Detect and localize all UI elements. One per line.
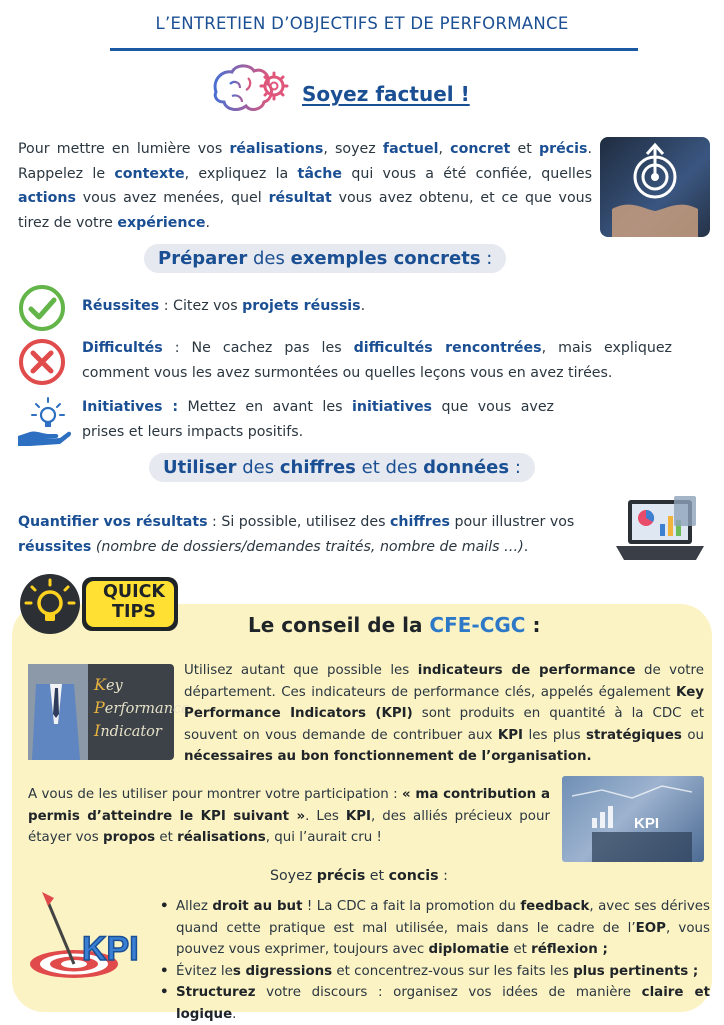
header-divider <box>110 48 638 51</box>
precise-heading: Soyez précis et concis : <box>270 868 448 884</box>
examples-heading: Préparer des exemples concrets : <box>144 244 506 273</box>
target-hands-photo <box>600 137 710 237</box>
kpi-target-label: KPI <box>82 930 139 968</box>
list-item: • Allez droit au but ! La CDC a fait la promotion du feedback, avec ses dérives quand cette pratique est mal utilisée, mais dans le cadre de l’EOP, vous pouvez vous exprimer, toujours avec diplomatie et réflexion ; <box>160 896 710 961</box>
success-item: Réussites : Citez vos projets réussis. <box>82 298 366 314</box>
initiatives-item: Initiatives : Mettez en avant les initiatives que vous avez prises et leurs impacts positifs. <box>82 399 554 440</box>
check-circle-icon <box>18 284 66 332</box>
advice-paragraph-1: Utilisez autant que possible les indicateurs de performance de votre département. Ces indicateurs de performance clés, appelés également Key Performance Indicators (KPI) sont produits en quantité à la CDC et souvent on vous demande de contribuer aux KPI les plus stratégiques ou nécessaires au bon fonctionnement de l’organisation. <box>184 663 705 764</box>
kpi-chart-icon <box>562 776 704 862</box>
intro-paragraph: Pour mettre en lumière vos réalisations, soyez factuel, concret et précis. Rappelez le contexte, expliquez la tâche qui vous a été confiée, quelles actions vous avez menées, quel résultat vous avez obtenu, et ce que vous tirez de votre expérience. <box>18 141 593 231</box>
list-item: • Évitez les digressions et concentrez-vous sur les faits les plus pertinents ; <box>160 961 710 983</box>
advice-paragraph-2: A vous de les utiliser pour montrer votre participation : « ma contribution a permis d’atteindre le KPI suivant ». Les KPI, des alliés précieux pour étayer vos propos et réalisations, qui l’aurait cru ! <box>28 787 550 845</box>
advice-title: Le conseil de la CFE-CGC : <box>248 613 541 637</box>
businessman-icon <box>28 664 88 760</box>
quick-tips-label: QUICK TIPS <box>102 582 165 622</box>
quantify-paragraph: Quantifier vos résultats : Si possible, utilisez des chiffres pour illustrer vos réussites (nombre de dossiers/demandes traités, nombre de mails …). <box>18 514 575 555</box>
laptop-chart-icon <box>610 496 710 564</box>
page-header: L’ENTRETIEN D’OBJECTIFS ET DE PERFORMANCE <box>155 14 569 33</box>
data-heading: Utiliser des chiffres et des données : <box>149 453 535 482</box>
error-circle-icon <box>18 338 66 386</box>
list-item: • Structurez votre discours : organisez vos idées de manière claire et logique. <box>160 982 710 1025</box>
kpi-chalkboard-image: Key Performance Indicator <box>28 664 174 760</box>
difficulties-item: Difficultés : Ne cachez pas les difficultés rencontrées, mais expliquez comment vous les avez surmontées ou quelles leçons vous en avez tirées. <box>82 340 672 381</box>
target-icon <box>600 137 710 237</box>
kpi-target-icon <box>26 884 156 980</box>
idea-hand-icon <box>16 396 72 448</box>
section-title: Soyez factuel ! <box>302 82 470 106</box>
brain-gear-icon <box>208 62 292 118</box>
kpi-photo-label: KPI <box>634 815 660 832</box>
advice-bullet-list <box>160 896 710 1025</box>
kpi-laptop-photo <box>562 776 704 862</box>
